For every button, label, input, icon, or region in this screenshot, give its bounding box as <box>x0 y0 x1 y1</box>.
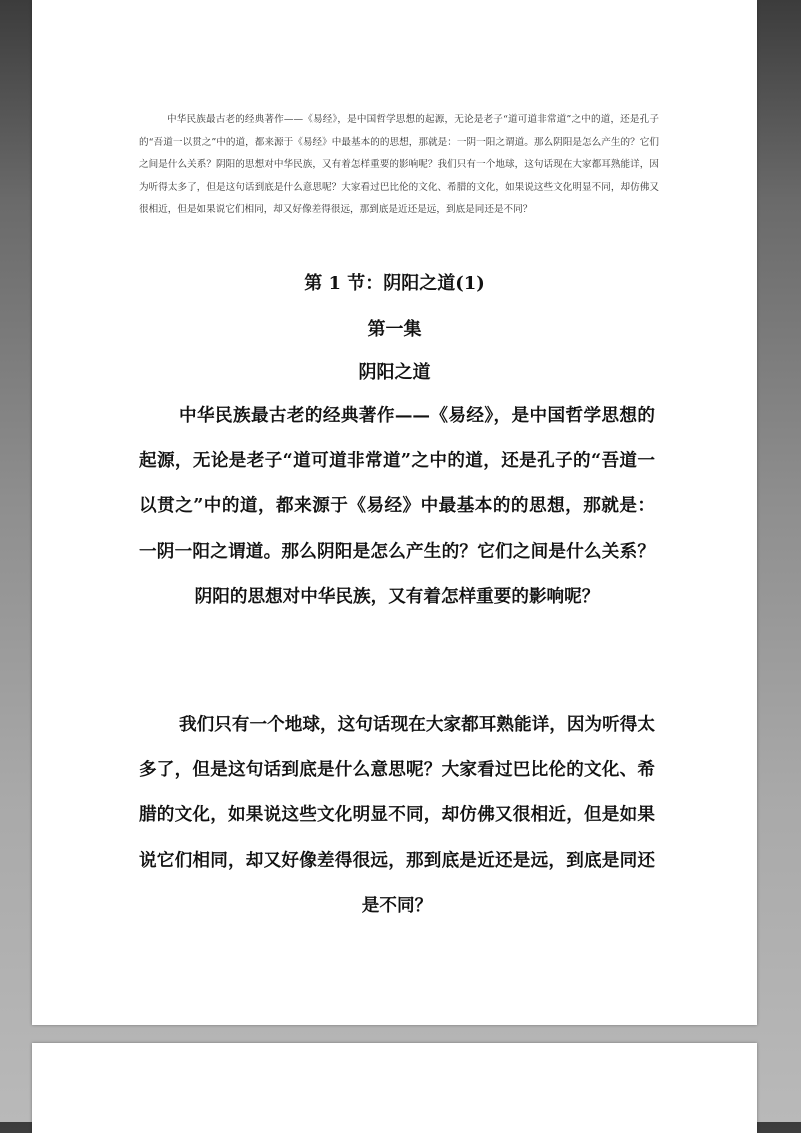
chapter-title: 阴阳之道 <box>358 362 431 383</box>
document-page <box>32 0 757 1025</box>
next-document-page <box>32 1043 757 1133</box>
body-paragraph: 我们只有一个地球，这句话现在大家都耳熟能详，因为听得太多了，但是这句话到底是什么意思呢？大家看过巴比伦的文化、希腊的文化，如果说这些文化明显不同，却仿佛又很相近，但是如果说它们相同，却又好像差得很远，那到底是近还是远，到底是同还是不同？ <box>139 714 655 916</box>
episode-title: 第一集 <box>367 319 422 340</box>
summary-paragraph: 中华民族最古老的经典著作——《易经》，是中国哲学思想的起源，无论是老子“道可道非常道”之中的道，还是孔子的“吾道一以贯之”中的道，都来源于《易经》中最基本的的思想，那就是：一阴一阳之谓道。那么阴阳是怎么产生的？它们之间是什么关系？阴阳的思想对中华民族，又有着怎样重要的影响呢？我们只有一个地球，这句话现在大家都耳熟能详，因为听得太多了，但是这句话到底是什么意思呢？大家看过巴比伦的文化、希腊的文化，如果说这些文化明显不同，却仿佛又很相近，但是如果说它们相同，却又好像差得很远，那到底是近还是远，到底是同还是不同？ <box>139 114 659 215</box>
section-title: 第 1 节：阴阳之道(1) <box>304 273 485 294</box>
body-paragraph: 中华民族最古老的经典著作——《易经》，是中国哲学思想的起源，无论是老子“道可道非常道”之中的道，还是孔子的“吾道一以贯之”中的道，都来源于《易经》中最基本的的思想，那就是：一阴一阳之谓道。那么阴阳是怎么产生的？它们之间是什么关系？阴阳的思想对中华民族，又有着怎样重要的影响呢？ <box>139 405 655 607</box>
